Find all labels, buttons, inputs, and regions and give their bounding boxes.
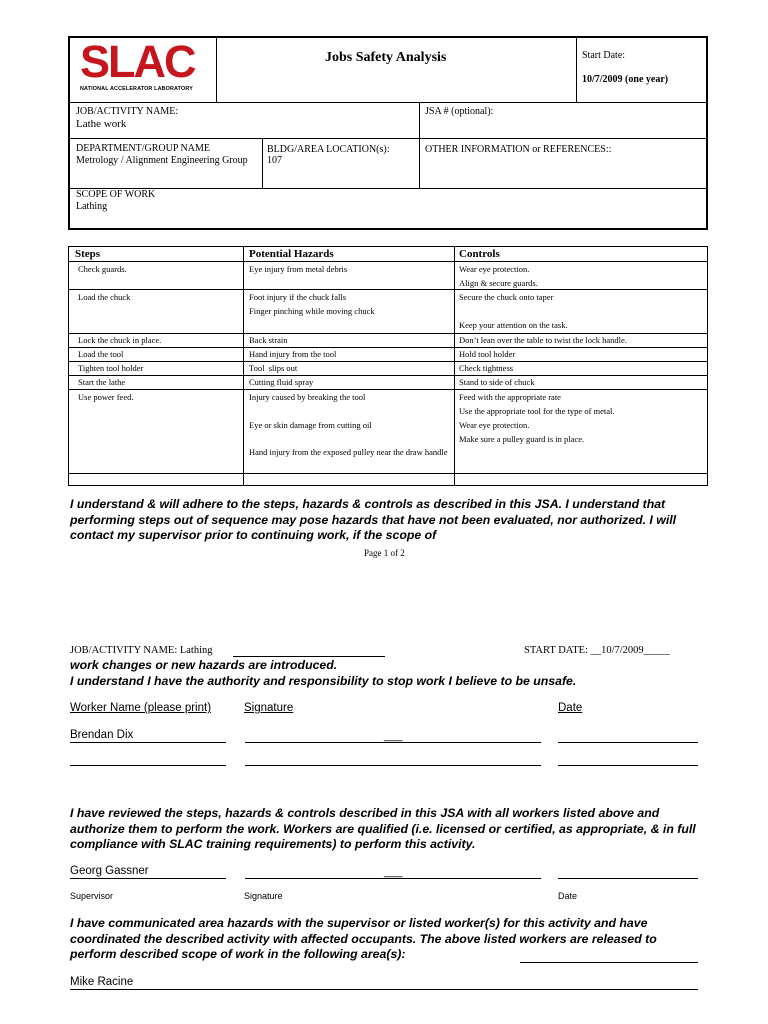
header-hazards: Potential Hazards (249, 248, 334, 260)
row6-control: Stand to side of chuck (459, 377, 535, 387)
worker-1-name-line (70, 742, 226, 743)
statement-1-part-3: I understand I have the authority and responsibility to stop work I believe to be unsafe. (70, 674, 577, 688)
row3-step: Lock the chuck in place. (78, 335, 162, 345)
date-label: Date (558, 891, 578, 901)
start-date-label: Start Date: (582, 50, 626, 61)
slac-logo (80, 36, 210, 98)
row7-control-3: Wear eye protection. (459, 420, 530, 430)
page2-job-underline (233, 656, 385, 657)
bldg-value: 107 (267, 155, 282, 166)
row5-step: Tighten tool holder (78, 363, 144, 373)
row7-hazard-1: Injury caused by breaking the tool (249, 392, 366, 402)
row2-hazard-1: Foot injury if the chuck falls (249, 292, 347, 302)
statement-1-part-2: work changes or new hazards are introduced. (70, 658, 338, 672)
header-box (68, 36, 708, 230)
worker-2-date-line[interactable] (558, 765, 698, 766)
other-label: OTHER INFORMATION or REFERENCES:: (425, 144, 612, 155)
date-header: Date (558, 702, 583, 714)
row4-hazard: Hand injury from the tool (249, 349, 337, 359)
row7-control-2: Use the appropriate tool for the type of metal. (459, 406, 615, 416)
page-title: Jobs Safety Analysis (325, 50, 447, 65)
supervisor-name-line (70, 878, 226, 879)
row5-control: Check tightness (459, 363, 514, 373)
row7-hazard-5: Hand injury from the exposed pulley near the draw handle (249, 447, 448, 457)
row7-control-4: Make sure a pulley guard is in place. (459, 434, 585, 444)
page-number: Page 1 of 2 (364, 548, 405, 558)
dept-value: Metrology / Alignment Engineering Group (76, 155, 248, 166)
start-date-value: 10/7/2009 (one year) (582, 74, 669, 85)
scope-label: SCOPE OF WORK (76, 189, 156, 200)
logo-subtitle: NATIONAL ACCELERATOR LABORATORY (80, 86, 193, 92)
row1-hazard: Eye injury from metal debris (249, 264, 348, 274)
job-value: Lathe work (76, 118, 127, 130)
worker-2-signature-line[interactable] (245, 765, 541, 766)
header-controls: Controls (459, 248, 500, 260)
supervisor-date-line[interactable] (558, 878, 698, 879)
row2-hazard-2: Finger pinching while moving chuck (249, 306, 375, 316)
worker-1-signature-line[interactable] (245, 742, 541, 743)
scope-value: Lathing (76, 201, 108, 212)
area-line[interactable] (520, 962, 698, 963)
bldg-label: BLDG/AREA LOCATION(s): (267, 144, 390, 155)
worker-2-name-line[interactable] (70, 765, 226, 766)
statement-2: I have reviewed the steps, hazards & controls described in this JSA with all workers listed above and authorize them to perform the work. Workers are qualified (i.e. licensed or certified, as appropriate, & in full compliance with SLAC training requirements) to perform this activity. (70, 806, 696, 851)
worker-1-date-line[interactable] (558, 742, 698, 743)
logo-text: SLAC (80, 36, 195, 87)
row6-hazard: Cutting fluid spray (249, 377, 314, 387)
row2-step: Load the chuck (78, 292, 131, 302)
row2-control-1: Secure the chuck onto taper (459, 292, 554, 302)
row3-control: Don’t lean over the table to twist the lock handle. (459, 335, 627, 345)
row6-step: Start the lathe (78, 377, 126, 387)
row7-control-1: Feed with the appropriate rate (459, 392, 561, 402)
row3-hazard: Back strain (249, 335, 288, 345)
page2-start-label: START DATE: __10/7/2009_____ (524, 645, 670, 656)
row1-step: Check guards. (78, 264, 127, 274)
area-name-line[interactable] (70, 989, 698, 990)
row7-step: Use power feed. (78, 392, 134, 402)
supervisor-name: Georg Gassner (70, 865, 149, 877)
job-label: JOB/ACTIVITY NAME: (76, 106, 179, 117)
jsa-label: JSA # (optional): (425, 106, 494, 117)
worker-1-name: Brendan Dix (70, 729, 134, 741)
row1-control-1: Wear eye protection. (459, 264, 530, 274)
steps-table (68, 246, 708, 486)
header-steps: Steps (75, 248, 101, 260)
dept-label: DEPARTMENT/GROUP NAME (76, 143, 210, 154)
statement-3: I have communicated area hazards with the supervisor or listed worker(s) for this activity and have coordinated the described activity with affected occupants. The above listed workers are released to perform described scope of work in the following area(s): (70, 916, 657, 961)
row2-control-3: Keep your attention on the task. (459, 320, 568, 330)
row4-step: Load the tool (78, 349, 124, 359)
area-name: Mike Racine (70, 976, 134, 988)
row4-control: Hold tool holder (459, 349, 516, 359)
signature-header: Signature (244, 702, 294, 714)
row7-hazard-3: Eye or skin damage from cutting oil (249, 420, 372, 430)
row1-control-2: Align & secure guards. (459, 278, 538, 288)
signature-label: Signature (244, 891, 283, 901)
row5-hazard: Tool slips out (249, 363, 298, 373)
supervisor-sig-mark: ___ (384, 866, 403, 878)
supervisor-signature-line[interactable] (245, 878, 541, 879)
statement-1-part-1: I understand & will adhere to the steps, hazards & controls as described in this JSA. I understand that performing steps out of sequence may pose hazards that have not been evaluated, nor authorized. I will contact my supervisor prior to continuing work, if the scope of (70, 497, 677, 542)
worker-name-header: Worker Name (please print) (70, 702, 212, 714)
worker-1-sig-mark: ___ (384, 730, 403, 742)
page2-job-label: JOB/ACTIVITY NAME: Lathing (70, 645, 213, 656)
supervisor-label: Supervisor (70, 891, 114, 901)
